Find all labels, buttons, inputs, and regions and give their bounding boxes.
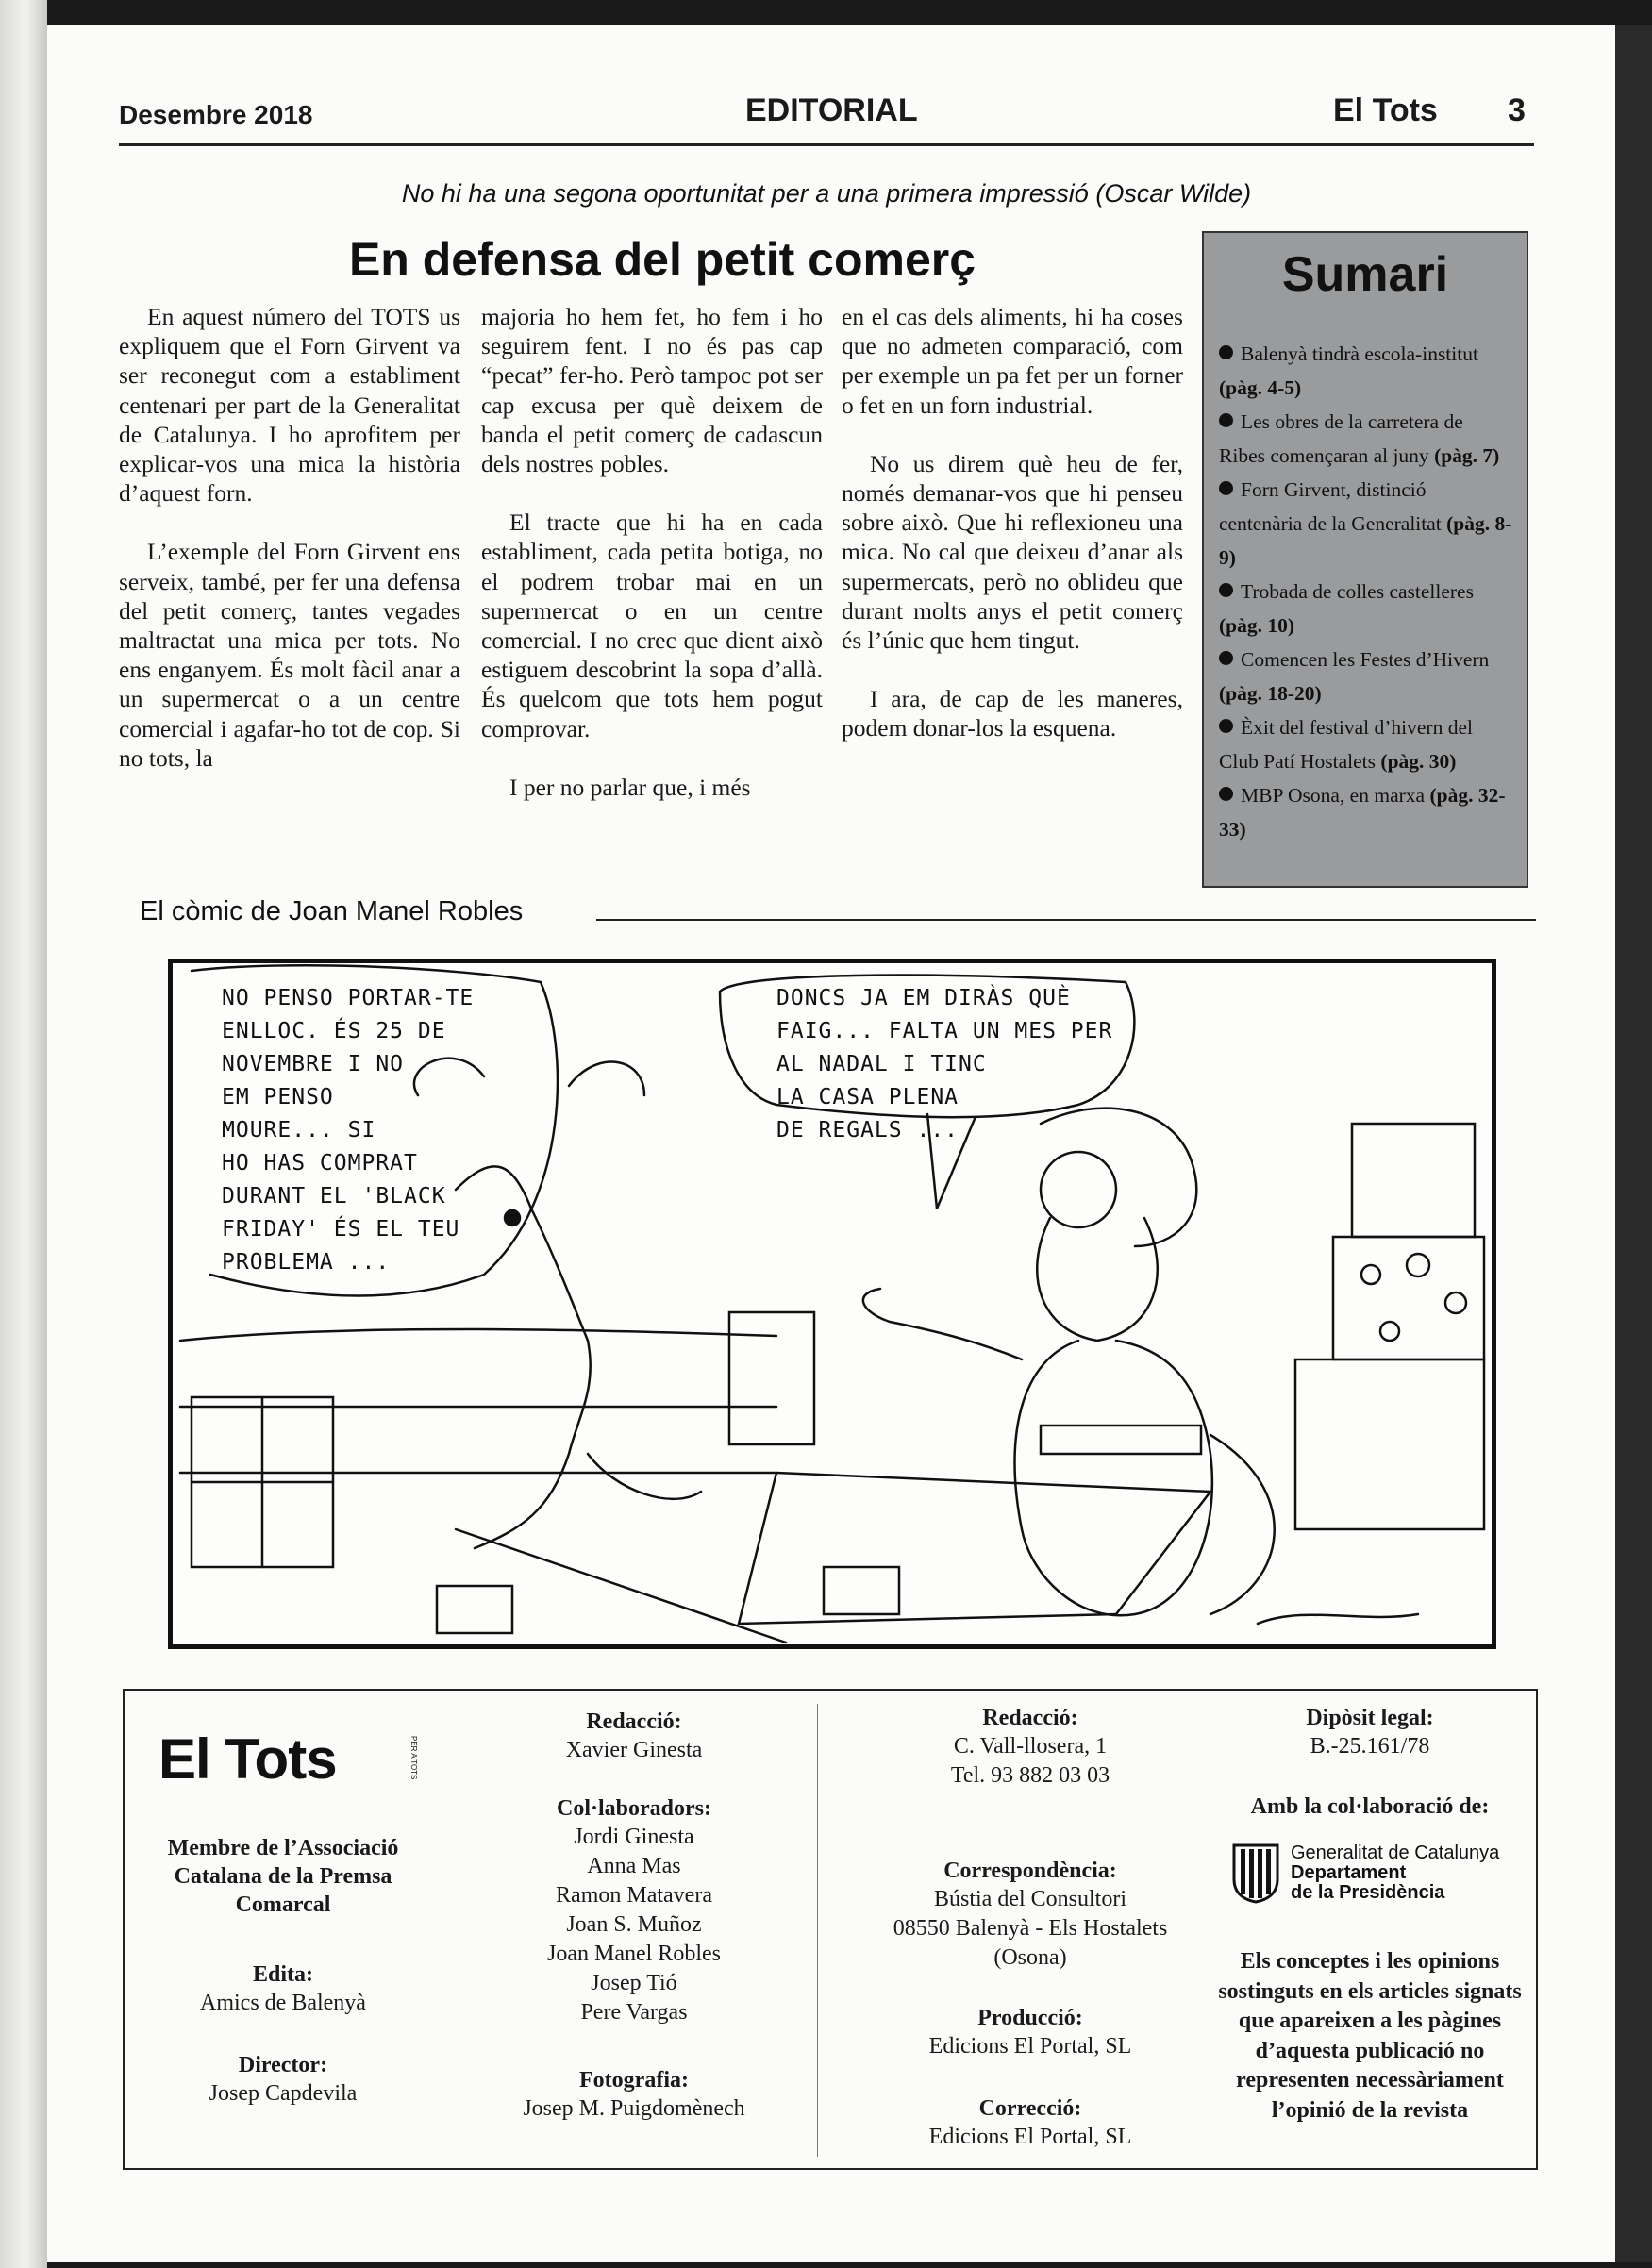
gift-box	[1295, 1359, 1484, 1529]
produccio-heading: Producció:	[977, 2006, 1083, 2030]
summary-item[interactable]	[1219, 337, 1513, 405]
paragraph: No us direm què heu de fer, només demanar-vos que hi penseu sobre això. Que hi reflexioneu una mica. No cal que deixeu d’anar als supermercats, però no oblideu que durant molts anys el petit comerç és l’únic que hem tingut.	[842, 449, 1183, 655]
summary-item-page: (pàg. 8-9)	[1219, 512, 1512, 569]
summary-item[interactable]	[1219, 710, 1513, 778]
bullet-icon	[1219, 481, 1233, 495]
summary-item-page: (pàg. 32-33)	[1219, 784, 1506, 841]
speech-text-right: DONCS JA EM DIRÀS QUÈ FAIG... FALTA UN MES PER AL NADAL I TINC LA CASA PLENA DE REGALS ...	[776, 986, 1113, 1142]
director-heading: Director:	[238, 2053, 328, 2077]
gencat-line: Departament	[1291, 1862, 1407, 1883]
address: C. Vall-llosera, 1	[953, 1734, 1108, 1759]
correspondencia-heading: Correspondència:	[943, 1859, 1117, 1883]
gencat-logo	[1230, 1842, 1532, 1908]
diposit-value: B.-25.161/78	[1310, 1734, 1430, 1759]
gencat-text	[1291, 1843, 1499, 1903]
gift-box-small	[824, 1567, 899, 1614]
summary-item-text: MBP Osona, en marxa	[1241, 784, 1426, 807]
wall-line	[180, 1329, 776, 1341]
collaborator-name: Anna Mas	[587, 1854, 681, 1878]
diposit-block	[1210, 1704, 1530, 1761]
produccio-block	[842, 2004, 1219, 2061]
collaboradors-block	[492, 1794, 776, 2027]
summary-item[interactable]	[1219, 778, 1513, 846]
artist-signature	[1258, 1614, 1418, 1624]
collaboracio-block	[1210, 1793, 1530, 1821]
correspondencia-line: 08550 Balenyà - Els Hostalets	[893, 1916, 1168, 1941]
fotografia-heading: Fotografia:	[579, 2068, 689, 2093]
article-title: En defensa del petit comerç	[348, 233, 976, 286]
member-text: Membre de l’Associació Catalana de la Premsa Comarcal	[167, 1836, 399, 1917]
wall-shelves	[180, 1407, 776, 1473]
comic-strip	[168, 959, 1496, 1649]
collaborator-name: Joan S. Muñoz	[566, 1912, 702, 1937]
collaborator-name: Josep Tió	[591, 1971, 677, 1995]
paragraph: En aquest número del TOTS us expliquem que el Forn Girvent va ser reconegut com a establiment centenari per part de la Generalitat de Catalunya. I ho aprofitem per explicar-vos una mica la història d’aquest forn.	[119, 303, 460, 508]
gift-ribbon	[192, 1397, 333, 1567]
eltots-logo: El Tots	[159, 1727, 337, 1791]
summary-item[interactable]	[1219, 642, 1513, 710]
summary-item-text: Les obres de la carretera de Ribes començaran al juny	[1219, 410, 1463, 467]
bullet-icon	[1219, 345, 1233, 359]
summary-item-text: Balenyà tindrà escola-institut	[1241, 342, 1478, 365]
correccio-heading: Correcció:	[978, 2096, 1082, 2121]
summary-item[interactable]	[1219, 405, 1513, 473]
santa-belt	[1041, 1426, 1201, 1454]
paragraph: majoria ho hem fet, ho fem i ho seguirem fent. I no és pas cap “pecat” fer-ho. Però tampoc pot ser cap excusa per què deixem de banda el petit comerç de cadascun dels nostres pobles.	[481, 303, 823, 478]
fotografia-value: Josep M. Puigdomènech	[523, 2096, 745, 2121]
logo-tagline: PER A TOTS	[409, 1736, 418, 1780]
footer-divider	[817, 1704, 818, 2157]
summary-list	[1204, 337, 1527, 846]
edita-heading: Edita:	[252, 1962, 313, 1987]
summary-item-text: Èxit del festival d’hivern del Club Patí Hostalets	[1219, 716, 1473, 773]
scan-edge	[1615, 25, 1652, 2262]
redaccio-heading: Redacció:	[586, 1709, 682, 1734]
gift-box-small	[437, 1586, 512, 1633]
reindeer-tail	[588, 1454, 701, 1499]
speech-text-left: NO PENSO PORTAR-TE ENLLOC. ÉS 25 DE NOVEMBRE I NO EM PENSO MOURE... SI HO HAS COMPRAT DURANT EL 'BLACK FRIDAY' ÉS EL TEU PROBLEMA ...	[222, 986, 475, 1275]
member-block	[142, 1834, 425, 1919]
summary-item-text: Forn Girvent, distinció centenària de la Generalitat	[1219, 478, 1442, 535]
summary-item-page: (pàg. 10)	[1219, 614, 1295, 637]
summary-item[interactable]	[1219, 575, 1513, 642]
phone: Tel. 93 882 03 03	[950, 1763, 1110, 1788]
gift-box	[1352, 1124, 1475, 1237]
gencat-line: de la Presidència	[1291, 1882, 1445, 1903]
paragraph: L’exemple del Forn Girvent ens serveix, també, per fer una defensa del petit comerç, tantes vegades maltractat una mica per tots. No ens enganyem. És molt fàcil anar a un supermercat o a un centre comercial i agafar-ho tot de cop. Si no tots, la	[119, 538, 460, 772]
article-column-3	[842, 302, 1183, 773]
diposit-heading: Dipòsit legal:	[1306, 1706, 1434, 1730]
collaboracio-heading: Amb la col·laboració de:	[1250, 1794, 1490, 1819]
director-block	[142, 2051, 425, 2109]
comic-label: El còmic de Joan Manel Robles	[140, 896, 524, 926]
paragraph: en el cas dels aliments, hi ha coses que no admeten comparació, com per exemple un pa fet per un forner o fet en un forn industrial.	[842, 303, 1183, 419]
header-section: EDITORIAL	[745, 92, 918, 128]
correccio-block	[842, 2094, 1219, 2152]
summary-item-text: Trobada de colles castelleres	[1241, 580, 1474, 603]
bullet-icon	[1219, 413, 1233, 427]
redaccio-address-block	[842, 1704, 1219, 1791]
collaborator-name: Ramon Matavera	[556, 1883, 712, 1908]
paragraph: I ara, de cap de les maneres, podem donar-los la esquena.	[842, 685, 1183, 742]
santa-body	[1015, 1341, 1212, 1615]
collaborator-name: Joan Manel Robles	[547, 1942, 721, 1966]
gift-box	[729, 1312, 814, 1444]
paragraph: El tracte que hi ha en cada establiment, cada petita botiga, no el podrem trobar mai en un supermercat o en un centre comercial. I no crec que dient això estiguem descobrint la sopa d’allà. És quelcom que tots hem pogut comprovar.	[481, 509, 823, 742]
summary-item-text: Comencen les Festes d’Hivern	[1241, 648, 1490, 671]
paragraph: I per no parlar que, i més	[509, 773, 751, 801]
santa-beard	[1037, 1218, 1158, 1341]
redaccio-value: Xavier Ginesta	[565, 1738, 703, 1762]
collaboradors-heading: Col·laboradors:	[556, 1796, 711, 1821]
santa-arm-pointing	[863, 1289, 1022, 1359]
collaborator-name: Pere Vargas	[580, 2000, 688, 2025]
summary-title: Sumari	[1281, 247, 1449, 302]
summary-box	[1202, 231, 1528, 888]
gencat-senyera-icon	[1230, 1842, 1281, 1904]
correspondencia-line: Bústia del Consultori	[934, 1887, 1126, 1911]
article-column-2	[481, 302, 823, 831]
reindeer-eye	[505, 1210, 520, 1226]
produccio-value: Edicions El Portal, SL	[928, 2034, 1132, 2059]
correspondencia-block	[842, 1857, 1219, 1973]
santa-sack	[1210, 1435, 1275, 1614]
correccio-value: Edicions El Portal, SL	[928, 2125, 1132, 2149]
rug	[456, 1473, 1210, 1643]
header-publication: El Tots	[1333, 92, 1438, 128]
fotografia-block	[492, 2066, 776, 2124]
gencat-line: Generalitat de Catalunya	[1291, 1843, 1500, 1863]
collaborator-name: Jordi Ginesta	[574, 1825, 694, 1849]
correspondencia-line: (Osona)	[993, 1945, 1067, 1970]
page-spine	[0, 0, 47, 2268]
bullet-icon	[1219, 719, 1233, 733]
edita-value: Amics de Balenyà	[200, 1991, 366, 2015]
bullet-icon	[1219, 787, 1233, 801]
header-rule	[119, 143, 1534, 146]
article-column-1	[119, 302, 460, 802]
gift-box-dotted	[1333, 1237, 1484, 1359]
edita-block	[142, 1960, 425, 2018]
summary-item-page: (pàg. 7)	[1434, 444, 1500, 467]
santa-head	[1041, 1152, 1116, 1227]
summary-item[interactable]	[1219, 473, 1513, 575]
epigraph-quote: No hi ha una segona oportunitat per a una primera impressió (Oscar Wilde)	[401, 179, 1252, 208]
disclaimer-block	[1210, 1947, 1530, 2126]
summary-item-page: (pàg. 30)	[1380, 750, 1457, 773]
summary-item-page: (pàg. 18-20)	[1219, 682, 1322, 705]
summary-item-page: (pàg. 4-5)	[1219, 376, 1302, 399]
disclaimer-text: Els conceptes i les opinions sostinguts en els articles signats que apareixen a les pàgines d’aquesta publicació no representen necessàriament l’opinió de la revista	[1218, 1949, 1522, 2123]
bullet-icon	[1219, 583, 1233, 597]
redaccio-block	[492, 1708, 776, 1765]
comic-rule	[596, 919, 1536, 921]
masthead-footer	[123, 1689, 1538, 2170]
header-date: Desembre 2018	[119, 100, 313, 129]
bullet-icon	[1219, 651, 1233, 665]
header-page-number: 3	[1508, 92, 1526, 128]
redaccio2-heading: Redacció:	[982, 1706, 1078, 1730]
director-value: Josep Capdevila	[209, 2081, 358, 2106]
